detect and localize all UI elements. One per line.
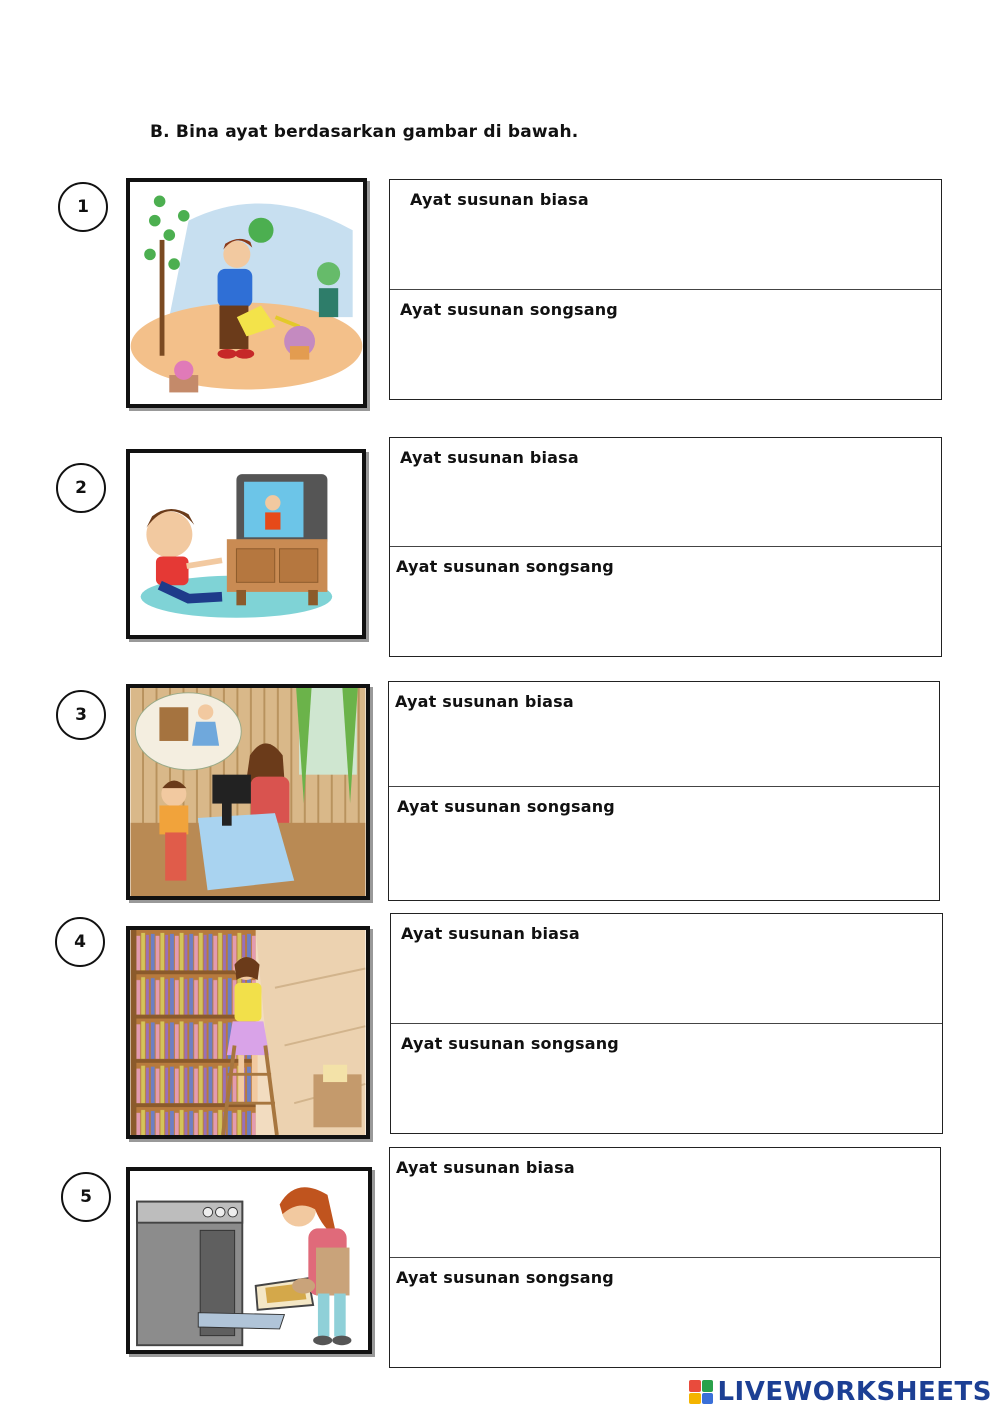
picture-woman-taking-tray-from-oven [126, 1167, 372, 1354]
inverted-sentence-label: Ayat susunan songsang [401, 1033, 619, 1053]
question-number: 4 [55, 917, 105, 967]
inverted-sentence-section [390, 290, 941, 400]
inverted-sentence-section [391, 1024, 942, 1134]
normal-sentence-input[interactable] [398, 1186, 932, 1249]
normal-sentence-label: Ayat susunan biasa [401, 924, 580, 943]
woman-oven-illustration [130, 1171, 368, 1350]
normal-sentence-label: Ayat susunan biasa [395, 692, 574, 711]
inverted-sentence-section [389, 787, 939, 900]
inverted-sentence-input[interactable] [398, 585, 933, 648]
normal-sentence-input[interactable] [397, 720, 931, 778]
answer-box [388, 681, 940, 901]
question-number: 3 [56, 690, 106, 740]
girl-taking-book-illustration [130, 930, 366, 1135]
picture-mother-sewing-dress [126, 684, 370, 900]
brand-name: LIVEWORKSHEETS [717, 1377, 992, 1407]
inverted-sentence-input[interactable] [399, 1062, 934, 1126]
normal-sentence-input[interactable] [399, 952, 934, 1015]
liveworksheets-logo-icon [689, 1380, 713, 1404]
normal-sentence-section [389, 682, 939, 787]
question-number: 2 [56, 463, 106, 513]
mother-sewing-dress-illustration [130, 688, 366, 896]
picture-boy-watching-tv [126, 449, 366, 639]
normal-sentence-label: Ayat susunan biasa [410, 190, 589, 209]
normal-sentence-label: Ayat susunan biasa [396, 1158, 575, 1177]
picture-girl-taking-book-from-shelf [126, 926, 370, 1139]
inverted-sentence-section [390, 1258, 940, 1368]
question-number: 1 [58, 182, 108, 232]
inverted-sentence-input[interactable] [397, 825, 931, 892]
normal-sentence-input[interactable] [398, 218, 933, 281]
inverted-sentence-label: Ayat susunan songsang [397, 796, 615, 816]
answer-box [389, 1147, 941, 1368]
normal-sentence-section [391, 914, 942, 1024]
answer-box [389, 437, 942, 657]
inverted-sentence-label: Ayat susunan songsang [400, 299, 618, 319]
answer-box [390, 913, 943, 1134]
answer-box [389, 179, 942, 400]
normal-sentence-section [390, 1148, 940, 1258]
normal-sentence-input[interactable] [398, 476, 933, 538]
inverted-sentence-section [390, 547, 941, 656]
normal-sentence-section [390, 438, 941, 547]
inverted-sentence-label: Ayat susunan songsang [396, 557, 614, 576]
inverted-sentence-input[interactable] [398, 328, 933, 392]
normal-sentence-section [390, 180, 941, 290]
picture-boy-watering-plants [126, 178, 367, 408]
inverted-sentence-label: Ayat susunan songsang [396, 1267, 614, 1287]
boy-watering-plants-illustration [130, 182, 363, 404]
normal-sentence-label: Ayat susunan biasa [400, 448, 579, 467]
liveworksheets-brand [689, 1377, 992, 1407]
inverted-sentence-input[interactable] [398, 1296, 932, 1360]
question-number: 5 [61, 1172, 111, 1222]
boy-watching-tv-illustration [130, 453, 362, 635]
instruction: B. Bina ayat berdasarkan gambar di bawah. [150, 122, 579, 142]
